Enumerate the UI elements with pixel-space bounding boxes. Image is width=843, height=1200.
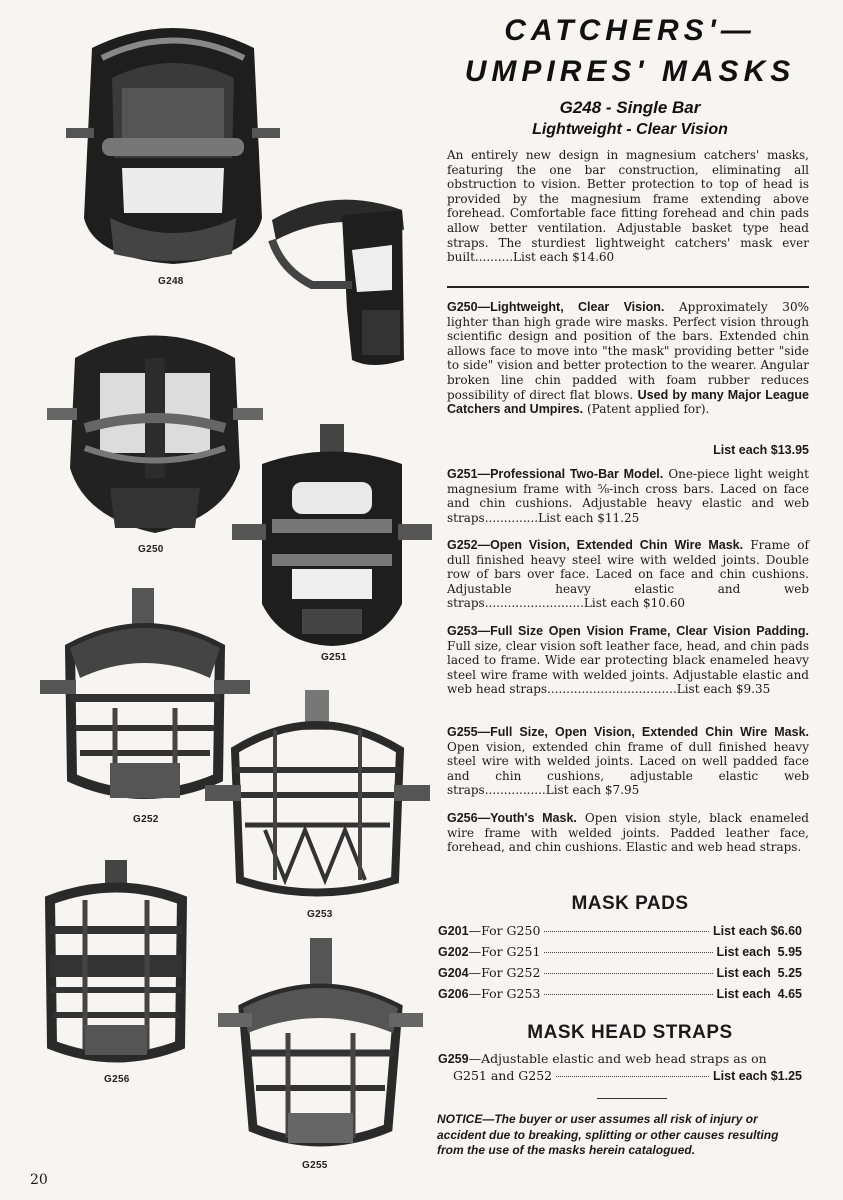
caption-g251: G251	[321, 652, 347, 663]
leader-dots	[544, 973, 712, 974]
pad-row	[438, 965, 802, 981]
mask-g248-front-illustration	[62, 18, 284, 268]
g250-body: Approximately 30% lighter than high grade wire masks. Perfect vision through scientific design and position of the bars. Extended chin allows face to move into "the mask" providing better "side to side" vision and better protection to the wearer. Angular broken line chin padded with foam rubber reduces possibility of direct flat blows.	[447, 300, 809, 402]
mask-g256-illustration	[35, 860, 197, 1070]
pad-code: G202	[438, 945, 469, 959]
section-divider	[447, 286, 809, 288]
g253-heading: G253—Full Size Open Vision Frame, Clear Vision Padding.	[447, 624, 809, 638]
g255-body: Open vision, extended chin frame of dull finished heavy steel wire with welded joints. Laced on well padded face and chin cushions, adjustable elastic web straps................List each $7.95	[447, 739, 809, 798]
pad-price: List each 5.25	[716, 966, 802, 980]
leader-dots	[544, 994, 712, 995]
notice-text: NOTICE—The buyer or user assumes all risk of injury or accident due to breaking, splitting or other causes resulting from the use of the masks herein catalogued.	[437, 1112, 779, 1157]
g251-body: One-piece light weight magnesium frame with ⅝-inch cross bars. Laced on face and chin cushions. Adjustable heavy elastic and web straps..............List each $11.25	[447, 467, 809, 525]
head-straps-price: List each $1.25	[713, 1069, 802, 1083]
page-title-line1: CATCHERS'—	[504, 14, 756, 47]
head-straps-text: G251 and G252	[453, 1068, 553, 1083]
page-number: 20	[30, 1172, 48, 1188]
pad-price: List each 5.95	[716, 945, 802, 959]
g250-heading: G250—Lightweight, Clear Vision.	[447, 300, 665, 314]
pad-code: G201	[438, 924, 469, 938]
g250-bold-tail: Used by many Major League Catchers and Umpires.	[447, 387, 809, 417]
g255-heading: G255—Full Size, Open Vision, Extended Chin Wire Mask.	[447, 725, 809, 739]
pad-row	[438, 923, 802, 939]
g256-body: Open vision style, black enameled wire frame with welded joints. Padded leather face, forehead, and chin cushions. Elastic and web head straps.	[447, 811, 809, 855]
head-straps-line1	[438, 1051, 802, 1067]
pad-row	[438, 986, 802, 1002]
featured-description: An entirely new design in magnesium catchers' masks, featuring the one bar construction, eliminating all obstruction to vision. Better protection to top of head is provided by the magnesium frame extending above forehead. Comfortable face fitting forehead and chin pads allow better ventilation. Adjustable basket type head straps. The sturdiest lightweight catchers' mask ever built..........List each $14.60	[447, 148, 809, 265]
pad-label: —For G251	[468, 944, 541, 959]
pad-label: —For G252	[468, 965, 541, 980]
g256-heading: G256—Youth's Mask.	[447, 811, 577, 825]
g255-description	[447, 725, 809, 798]
pad-price: List each $6.60	[713, 924, 802, 938]
g250-description	[447, 300, 809, 417]
caption-g255: G255	[302, 1160, 328, 1171]
g256-description	[447, 811, 809, 855]
g250-tail: (Patent applied for).	[587, 402, 710, 417]
pad-label: —For G253	[468, 986, 541, 1001]
g251-heading: G251—Professional Two-Bar Model.	[447, 467, 664, 481]
featured-line1: G248 - Single Bar	[559, 98, 701, 117]
mask-g251-illustration	[232, 424, 432, 646]
g252-heading: G252—Open Vision, Extended Chin Wire Mask.	[447, 538, 744, 552]
head-straps-line2	[453, 1068, 802, 1084]
g253-body: Full size, clear vision soft leather face, head, and chin pads laced to frame. Wide ear protecting black enameled heavy steel wire frame with welded joints. Adjustable elastic and web head straps..................................List each $9.35	[447, 638, 809, 697]
caption-g250: G250	[138, 544, 164, 555]
pad-label: —For G250	[468, 923, 541, 938]
mask-g255-illustration	[218, 938, 423, 1156]
leader-dots	[556, 1076, 709, 1077]
caption-g248: G248	[158, 276, 184, 287]
mask-g248-side-illustration	[252, 190, 412, 370]
g252-body: Frame of dull finished heavy steel wire with welded joints. Double row of bars over face. Laced on face and chin cushions. Adjustable heavy elastic and web straps..........................List each $10.60	[447, 538, 809, 611]
head-straps-code: G259	[438, 1052, 469, 1066]
g251-description	[447, 467, 809, 525]
mask-g253-illustration	[205, 690, 430, 905]
page-title-line2: UMPIRES' MASKS	[464, 55, 796, 88]
g250-price: List each $13.95	[713, 443, 809, 457]
pad-code: G206	[438, 987, 469, 1001]
notice-divider	[597, 1098, 667, 1099]
leader-dots	[544, 952, 712, 953]
head-straps-heading: MASK HEAD STRAPS	[527, 1022, 733, 1043]
g252-description	[447, 538, 809, 611]
mask-pads-heading: MASK PADS	[571, 893, 689, 914]
g253-description	[447, 624, 809, 697]
caption-g252: G252	[133, 814, 159, 825]
pad-price: List each 4.65	[716, 987, 802, 1001]
pad-code: G204	[438, 966, 469, 980]
head-straps-text: —Adjustable elastic and web head straps as on	[468, 1051, 767, 1066]
caption-g256: G256	[104, 1074, 130, 1085]
leader-dots	[544, 931, 709, 932]
caption-g253: G253	[307, 909, 333, 920]
featured-line2: Lightweight - Clear Vision	[532, 121, 728, 138]
pad-row	[438, 944, 802, 960]
